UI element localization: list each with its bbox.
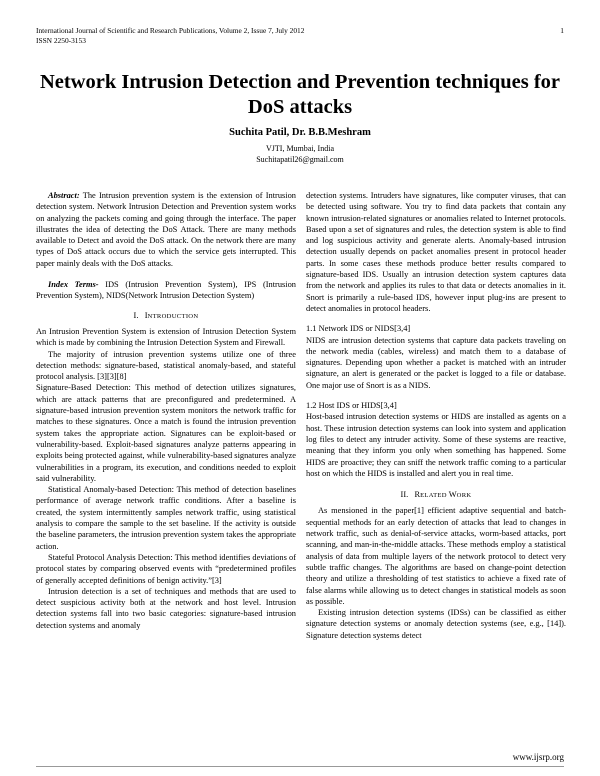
- index-terms-text: IDS (Intrusion Prevention System), IPS (Intrusion Prevention System), NIDS(Network Intrusion Detection System): [36, 280, 296, 301]
- affiliation: VJTI, Mumbai, India: [266, 144, 334, 153]
- section-heading-related-work: II. RELATED WORK: [400, 490, 472, 500]
- abstract-label: Abstract:: [48, 191, 80, 200]
- intro-para-3: Signature-Based Detection: This method of detection utilizes signatures, which are attack patterns that are preconfigured and predetermined. A signature-based intrusion prevention system monitors the network traffic for matches to these signatures. Once a match is found the intrusion prevention system takes the appropriate action. Signatures can be exploit-based or vulnerability-based. Exploit-based signatures analyze patterns appearing in exploits being protected against, while vulnerability-based signatures analyze vulnerabilities in a program, its execution, and conditions needed to exploit said vulnerability.: [36, 383, 296, 483]
- intro-para-6: Intrusion detection is a set of techniques and methods that are used to detect suspicious activity both at the network and host level. Intrusion detection systems fall into two basic categories: signature-based intrusion detection systems and anomaly: [36, 586, 296, 630]
- related-para-1: As mensioned in the paper[1] efficient adaptive sequential and batch-sequential methods for an early detection of attacks that lead to changes in network traffic, such as denial-of-service attacks, worm-based attacks, port scanning, and man-in-the-middle attacks. These methods employ a statistical analysis of data from multiple layers of the network protocol to detect very subtle traffic changes. The algorithms are based on change-point detection theory and utilize a thresholding of test statistics to achieve a fixed rate of false alarms while allowing us to detect changes in statistical models as soon as possible.: [306, 506, 566, 606]
- intro-para-1: An Intrusion Prevention System is extension of Intrusion Detection System which is made by combining the Intrusion Detection System and Firewall.: [36, 326, 296, 348]
- section-heading-introduction: I. INTRODUCTION: [133, 310, 199, 320]
- right-para-3: Host-based intrusion detection systems or HIDS are installed as agents on a host. These intrusion detection systems can look into system and application log files to detect any intruder activity. Some of these systems are reactive, meaning that they inform you only when something has happened. Some HIDS are proactive; they can sniff the network traffic coming to a particular host on which the HIDS is installed and alert you in real time.: [306, 412, 566, 478]
- abstract-text: The Intrusion prevention system is the extension of Intrusion detection system. Network Intrusion Detection and Prevention system works on analyzing the packets coming and going through the interface. The paper illustrates the idea of detecting the DoS Attack. There are many methods available to Detect and avoid the DoS attack. On the network there are many types of DoS attack occurs due to which the service gets interrupted. This paper mainly deals with the DoS attacks.: [36, 191, 296, 268]
- index-terms: [36, 279, 296, 302]
- right-para-1: detection systems. Intruders have signatures, like computer viruses, that can be detected using software. You try to find data packets that contain any known intrusion-related signatures or anomalies related to Internet protocols. Based upon a set of signatures and rules, the detection system is able to find and log suspicious activity and generate alerts. Anomaly-based intrusion detection usually depends on packet anomalies present in protocol header parts. In some cases these methods produce better results compared to signature-based IDS. Usually an intrusion detection system captures data from the network and applies its rules to that data or detects anomalies in it. Snort is primarily a rule-based IDS, however input plug-ins are present to detect anomalies in protocol headers.: [306, 191, 566, 313]
- footer-rule: [36, 766, 564, 767]
- page-number: 1: [560, 26, 564, 35]
- issn-line: ISSN 2250-3153: [36, 36, 86, 45]
- subsection-heading-nids: 1.1 Network IDS or NIDS[3,4]: [306, 324, 411, 334]
- intro-para-2: The majority of intrusion prevention systems utilize one of three detection methods: signature-based, statistical anomaly-based, and stateful protocol analysis. [3][3][8]: [36, 349, 296, 382]
- intro-para-4: Statistical Anomaly-based Detection: This method of detection baselines performance of average network traffic conditions. After a baseline is created, the system intermittently samples network traffic, using statistical analysis to compare the sample to the set baseline. If the activity is outside the baseline parameters, the intrusion prevention system takes the appropriate action.: [36, 485, 297, 551]
- journal-line: International Journal of Scientific and Research Publications, Volume 2, Issue 7, July 2012: [36, 26, 305, 35]
- right-para-2: NIDS are intrusion detection systems that capture data packets traveling on the network media (cables, wireless) and match them to a database of signatures. Depending upon whether a packet is matched with an intruder signature, an alert is generated or the packet is logged to a file or database. One major use of Snort is as a NIDS.: [306, 335, 566, 390]
- right-column: [306, 190, 566, 641]
- subsection-heading-hids: 1.2 Host IDS or HIDS[3,4]: [306, 401, 397, 411]
- footer-url: www.ijsrp.org: [512, 752, 564, 762]
- related-para-2: Existing intrusion detection systems (IDSs) can be classified as either signature detection systems or anomaly detection systems (see, e.g., [14]). Signature detection systems detect: [306, 608, 566, 640]
- authors: Suchita Patil, Dr. B.B.Meshram: [229, 127, 371, 138]
- email: Suchitapatil26@gmail.com: [256, 155, 344, 164]
- intro-para-5: Stateful Protocol Analysis Detection: This method identifies deviations of protocol states by comparing observed events with “predetermined profiles of generally accepted definitions of benign activity.”[3]: [36, 552, 296, 585]
- abstract: [36, 190, 296, 269]
- index-terms-label: Index Terms-: [48, 280, 99, 290]
- paper-title: Network Intrusion Detection and Prevention techniques for DoS attacks: [39, 71, 561, 118]
- left-column: [36, 190, 296, 631]
- affiliation-block: [0, 143, 600, 165]
- running-header: [36, 26, 564, 46]
